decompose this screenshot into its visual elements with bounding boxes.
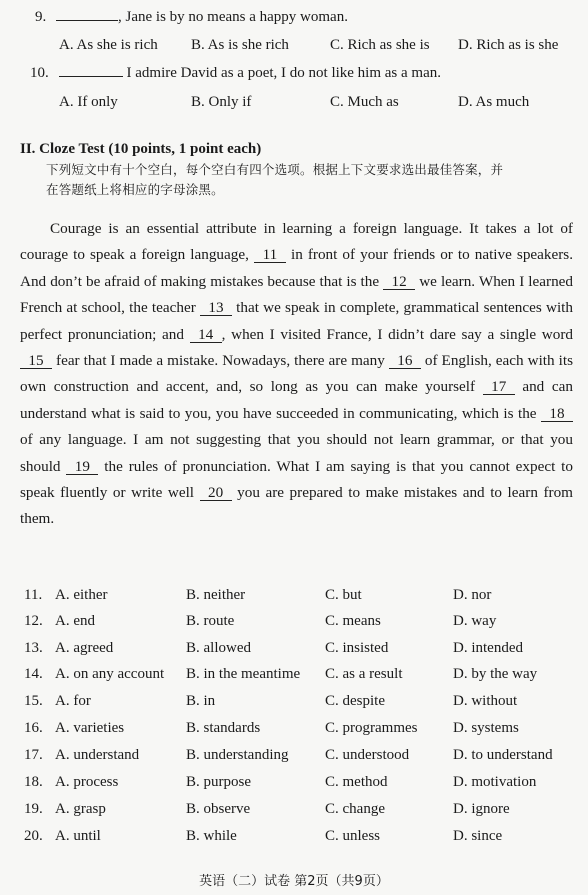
passage-text: in front of your friends or to native speakers. And don’t be afraid of making mistakes because that is the (20, 246, 573, 290)
instruction-line: 下列短文中有十个空白，每个空白有四个选项。根据上下文要求选出最佳答案，并 (46, 162, 504, 177)
blank-18: 18 (541, 406, 573, 422)
blank-14: 14 (190, 327, 222, 343)
blank-13: 13 (200, 300, 232, 316)
option-d: D. As much (458, 94, 530, 110)
option-c: C. Rich as she is (330, 37, 430, 53)
option-c: C. but (325, 587, 362, 603)
answer-blank (59, 76, 123, 77)
option-a: A. on any account (55, 666, 165, 682)
option-a: A. either (55, 587, 108, 603)
option-b: B. purpose (186, 774, 251, 790)
option-a: A. varieties (55, 720, 125, 736)
option-c: C. Much as (330, 94, 399, 110)
passage-text: and can understand what is said to you, you have succeeded in communicating, which is the (20, 378, 573, 422)
section-title: II. Cloze Test (10 points, 1 point each) (20, 141, 262, 157)
question-stem: , Jane is by no means a happy woman. (118, 9, 348, 25)
passage-text: of any language. I am not suggesting that you should not learn grammar, or that you should (20, 431, 573, 475)
option-b: B. in (186, 693, 216, 709)
passage-text: of English, each with its own construction and accent, and, so long as you can make yourself (20, 352, 573, 396)
option-a: A. end (55, 613, 95, 629)
question-9 (35, 9, 348, 26)
question-number: 13. (24, 640, 43, 656)
page-footer: 英语（二）试卷 第2页（共9页） (199, 874, 389, 889)
passage-text: fear that I made a mistake. Nowadays, there are many (52, 352, 389, 370)
option-c: C. unless (325, 828, 381, 844)
blank-15: 15 (20, 353, 52, 369)
option-b: B. observe (186, 801, 251, 817)
question-stem: I admire David as a poet, I do not like him as a man. (126, 65, 441, 81)
option-d: D. to understand (453, 747, 553, 763)
option-d: D. Rich as is she (458, 37, 559, 53)
question-number: 9. (35, 9, 47, 25)
option-d: D. ignore (453, 801, 510, 817)
option-c: C. programmes (325, 720, 418, 736)
option-c: C. change (325, 801, 385, 817)
answer-blank (56, 20, 118, 21)
option-b: B. route (186, 613, 235, 629)
question-number: 15. (24, 693, 43, 709)
option-a: A. until (55, 828, 101, 844)
question-number: 19. (24, 801, 43, 817)
option-b: B. understanding (186, 747, 289, 763)
option-c: C. despite (325, 693, 385, 709)
option-c: C. means (325, 613, 381, 629)
option-b: B. standards (186, 720, 261, 736)
option-d: D. without (453, 693, 518, 709)
option-d: D. motivation (453, 774, 537, 790)
blank-19: 19 (66, 459, 98, 475)
passage-text: Courage is an essential attribute in learning a foreign language. It takes a lot of courage to speak a foreign language, (20, 220, 573, 264)
question-number: 16. (24, 720, 43, 736)
question-number: 20. (24, 828, 43, 844)
blank-12: 12 (383, 274, 415, 290)
blank-17: 17 (483, 379, 515, 395)
option-c: C. understood (325, 747, 410, 763)
option-d: D. systems (453, 720, 519, 736)
option-d: D. way (453, 613, 497, 629)
option-d: D. by the way (453, 666, 538, 682)
option-b: B. in the meantime (186, 666, 301, 682)
option-d: D. since (453, 828, 503, 844)
question-number: 12. (24, 613, 43, 629)
option-b: B. As is she rich (191, 37, 289, 53)
passage-text: the rules of pronunciation. What I am saying is that you cannot expect to speak fluently or write well (20, 457, 573, 502)
blank-16: 16 (389, 353, 421, 369)
question-number: 11. (24, 587, 43, 603)
question-10 (30, 65, 441, 82)
blank-11: 11 (254, 247, 286, 263)
instruction-line: 在答题纸上将相应的字母涂黑。 (46, 182, 224, 197)
option-b: B. while (186, 828, 237, 844)
option-a: A. understand (55, 747, 140, 763)
passage-text: that we speak in complete, grammatical sentences with perfect pronunciation; and (20, 299, 573, 343)
question-number: 18. (24, 774, 43, 790)
option-a: A. If only (59, 94, 118, 110)
option-d: D. intended (453, 640, 523, 656)
option-a: A. for (55, 693, 91, 709)
option-c: C. method (325, 774, 388, 790)
option-b: B. Only if (191, 94, 252, 110)
option-a: A. agreed (55, 640, 114, 656)
option-a: A. process (55, 774, 119, 790)
option-b: B. neither (186, 587, 246, 603)
passage-text: , when I visited France, I didn’t dare say a single word (221, 325, 573, 343)
section-instruction (46, 160, 503, 200)
passage-text: you are prepared to make mistakes and to learn from them. (20, 484, 573, 528)
question-number: 17. (24, 747, 43, 763)
question-number: 10. (30, 65, 49, 81)
blank-20: 20 (200, 485, 232, 501)
option-b: B. allowed (186, 640, 251, 656)
option-c: C. insisted (325, 640, 389, 656)
option-c: C. as a result (325, 666, 403, 682)
option-d: D. nor (453, 587, 492, 603)
cloze-passage (20, 216, 573, 533)
passage-text: we learn. When I learned French at school, the teacher (20, 272, 573, 317)
question-number: 14. (24, 666, 43, 682)
option-a: A. As she is rich (59, 37, 158, 53)
option-a: A. grasp (55, 801, 106, 817)
